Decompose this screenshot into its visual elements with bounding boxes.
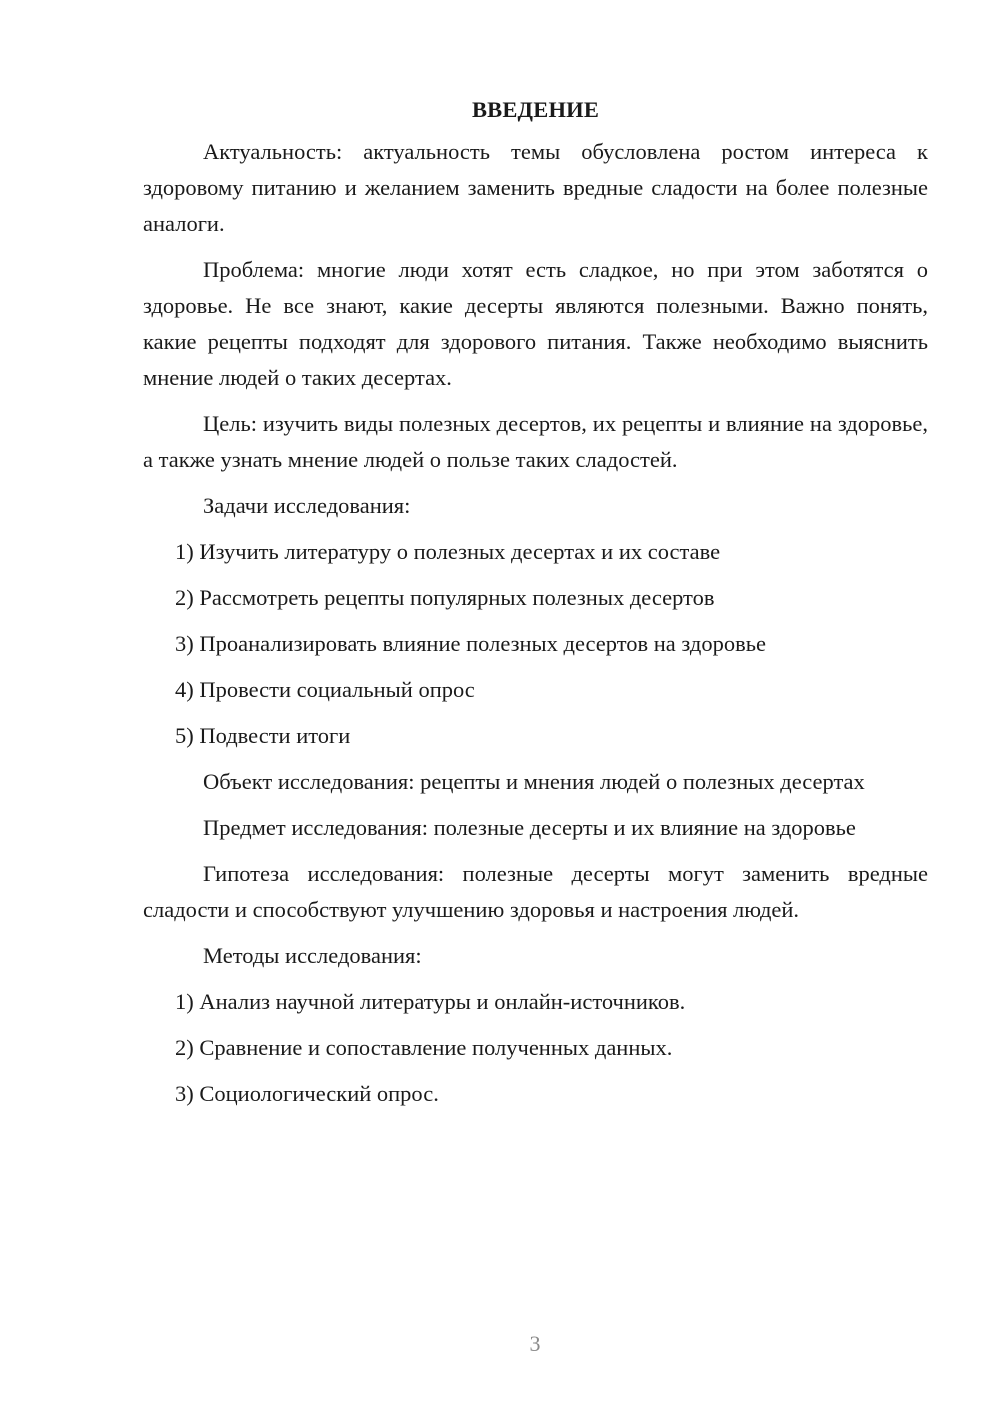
problem-paragraph: Проблема: многие люди хотят есть сладкое, но при этом заботятся о здоровье. Не все знают, какие десерты являются полезными. Важно понять, какие рецепты подходят для здорового питания. Также необходимо выяснить мнение людей о таких десертах. bbox=[143, 257, 928, 390]
subject-line: Предмет исследования: полезные десерты и их влияние на здоровье bbox=[203, 815, 856, 840]
method-item: 2) Сравнение и сопоставление полученных данных. bbox=[175, 1035, 673, 1060]
goal-paragraph: Цель: изучить виды полезных десертов, их рецепты и влияние на здоровье, а также узнать мнение людей о пользе таких сладостей. bbox=[143, 411, 928, 472]
section-title: ВВЕДЕНИЕ bbox=[471, 97, 600, 122]
page-number: 3 bbox=[529, 1331, 541, 1356]
task-item: 1) Изучить литературу о полезных десертах и их составе bbox=[175, 539, 721, 564]
relevance-paragraph: Актуальность: актуальность темы обусловлена ростом интереса к здоровому питанию и желанием заменить вредные сладости на более полезные аналоги. bbox=[143, 139, 928, 236]
method-item: 3) Социологический опрос. bbox=[175, 1081, 439, 1106]
document-page bbox=[143, 92, 928, 1122]
method-item: 1) Анализ научной литературы и онлайн-источников. bbox=[175, 989, 686, 1014]
task-item: 2) Рассмотреть рецепты популярных полезных десертов bbox=[175, 585, 715, 610]
task-item: 5) Подвести итоги bbox=[175, 723, 351, 748]
task-item: 4) Провести социальный опрос bbox=[175, 677, 475, 702]
hypothesis-paragraph: Гипотеза исследования: полезные десерты могут заменить вредные сладости и способствуют улучшению здоровья и настроения людей. bbox=[143, 861, 928, 922]
object-line: Объект исследования: рецепты и мнения людей о полезных десертах bbox=[203, 769, 865, 794]
tasks-heading: Задачи исследования: bbox=[203, 493, 411, 518]
task-item: 3) Проанализировать влияние полезных десертов на здоровье bbox=[175, 631, 766, 656]
methods-heading: Методы исследования: bbox=[203, 943, 422, 968]
